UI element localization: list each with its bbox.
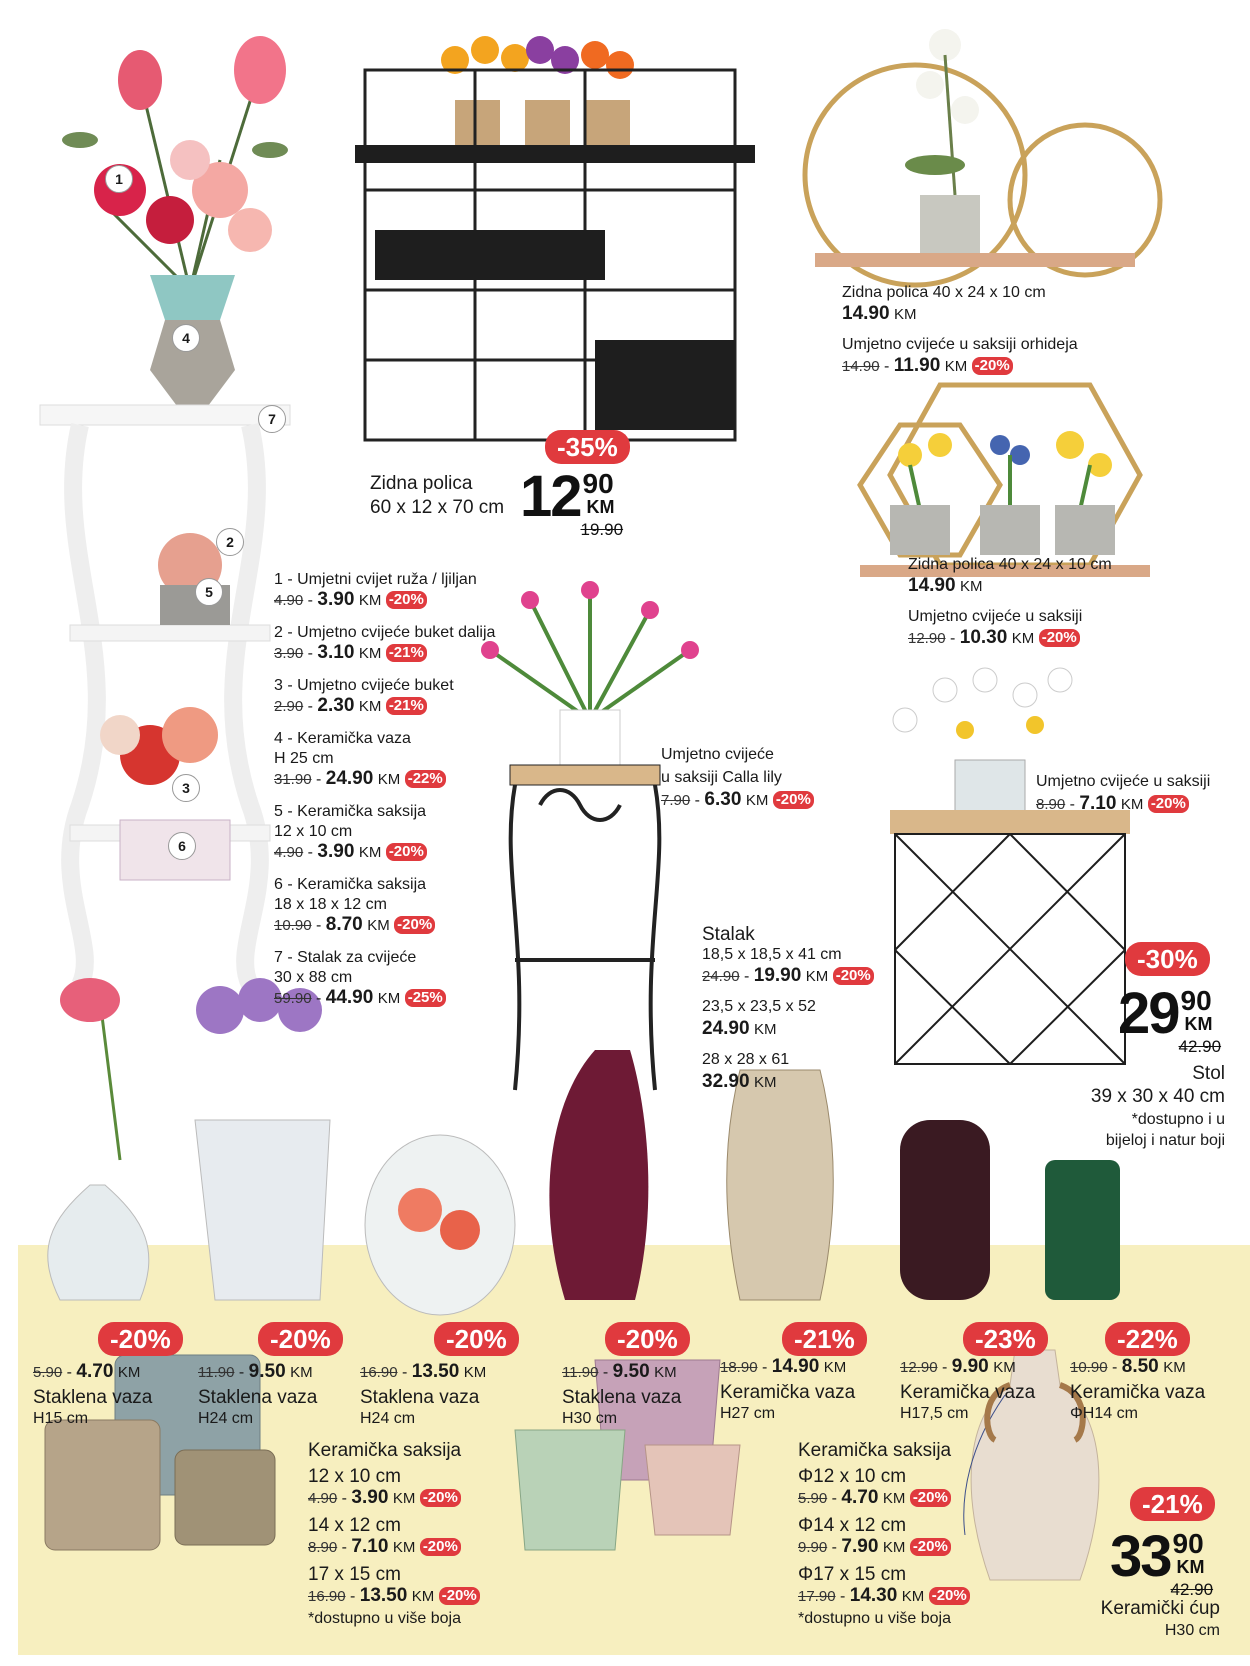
calla-old: 7.90 [661, 792, 691, 809]
product-list [274, 570, 494, 1009]
shelf-price-int: 12 [520, 464, 581, 529]
stalak-s3-dims: 28 x 28 x 61 [702, 1051, 790, 1068]
new-price: 9.50 [612, 1361, 650, 1382]
marker-2: 2 [216, 528, 244, 556]
discount-badge-table: -30% [1125, 942, 1210, 976]
old-price: 4.90 [274, 592, 304, 609]
list-item-price: 2.90 - 2.30 KM -21% [274, 696, 494, 717]
old-price: 59.90 [274, 990, 312, 1007]
pots-right-dims-1: Φ12 x 10 cm [798, 1466, 907, 1487]
calla-badge: -20% [773, 791, 814, 809]
table-price [1118, 981, 1222, 1056]
new-price: 4.70 [841, 1487, 879, 1508]
list-item-price: 10.90 - 8.70 KM -20% [274, 915, 494, 936]
daisy-badge: -20% [1148, 795, 1189, 813]
marker-1: 1 [105, 165, 133, 193]
daisy-title: Umjetno cvijeće u saksiji [1036, 773, 1211, 790]
old-price: 5.90 [798, 1490, 828, 1507]
list-item-2 [274, 623, 494, 664]
vase-size: H17,5 cm [900, 1405, 969, 1422]
old-price: 2.90 [274, 698, 304, 715]
badge: -20% [910, 1538, 951, 1556]
shelf-title: Zidna polica [370, 473, 473, 494]
stalak-s2-price [702, 1019, 777, 1040]
new-price: 3.90 [317, 589, 355, 610]
vase-badge-5: -21% [782, 1322, 867, 1356]
table-price-dec: 90 [1180, 985, 1212, 1016]
vase-caption-4: 11.90 - 9.50 KM Staklena vaza H30 cm [562, 1361, 682, 1427]
table-title: Stol [1192, 1063, 1225, 1084]
pots-left-dims-2: 14 x 12 cm [308, 1515, 401, 1536]
km: KM [358, 645, 382, 662]
list-item-dims: 18 x 18 x 12 cm [274, 896, 387, 913]
daisy-price: 8.90 - 7.10 KM -20% [1036, 794, 1189, 815]
badge: -25% [405, 989, 446, 1007]
vase-badge-6: -23% [963, 1322, 1048, 1356]
list-item-4 [274, 729, 494, 790]
vase-title: Keramička vaza [900, 1382, 1036, 1403]
badge: -20% [420, 1538, 461, 1556]
jug-price-int: 33 [1110, 1524, 1171, 1589]
vase-caption-2: 11.90 - 9.50 KM Staklena vaza H24 cm [198, 1361, 318, 1427]
jug-price [1110, 1524, 1214, 1599]
round-shelf-title: Zidna polica 40 x 24 x 10 cm [842, 284, 1046, 301]
vase-title: Keramička vaza [720, 1382, 856, 1403]
km: KM [823, 1359, 847, 1376]
km: KM [392, 1490, 416, 1507]
shelf-price-old: 19.90 [580, 520, 624, 539]
list-item-title: 2 - Umjetno cvijeće buket dalija [274, 624, 496, 641]
vase-size: H24 cm [360, 1410, 416, 1427]
calla-line2: u saksiji Calla lily [661, 769, 782, 786]
badge: -20% [386, 591, 427, 609]
vase-title: Staklena vaza [198, 1387, 318, 1408]
list-item-title: 4 - Keramička vaza [274, 730, 411, 747]
km: KM [367, 917, 390, 934]
new-price: 14.90 [771, 1356, 820, 1377]
shelf-dims: 60 x 12 x 70 cm [370, 497, 505, 518]
old-price: 16.90 [360, 1364, 398, 1381]
jug-price-km: KM [1176, 1557, 1205, 1577]
old-price: 5.90 [33, 1364, 63, 1381]
km: KM [377, 771, 401, 788]
new-price: 9.50 [248, 1361, 286, 1382]
new-price: 14.30 [849, 1585, 898, 1606]
list-item-title: 6 - Keramička saksija [274, 876, 427, 893]
list-item-price: 4.90 - 3.90 KM -20% [274, 590, 494, 611]
new-price: 2.30 [317, 695, 355, 716]
km: KM [882, 1539, 906, 1556]
new-price: 8.70 [325, 914, 363, 935]
shelf-price-km: KM [586, 497, 615, 517]
badge: -20% [394, 916, 435, 934]
marker-3: 3 [172, 774, 200, 802]
orchid-km: KM [944, 358, 968, 375]
pots-left-dims-3: 17 x 15 cm [308, 1564, 401, 1585]
stalak-s1-old: 24.90 [702, 968, 740, 985]
stalak-s3-km: KM [754, 1074, 777, 1091]
km: KM [358, 844, 382, 861]
badge: -20% [929, 1587, 970, 1605]
stalak-s1-badge: -20% [833, 967, 874, 985]
orchid-title: Umjetno cvijeće u saksiji orhideja [842, 336, 1078, 353]
flower-bouquet-icon [20, 20, 310, 440]
shelf-price [520, 464, 624, 539]
discount-badge-shelf: -35% [545, 430, 630, 464]
km: KM [290, 1364, 313, 1381]
shelf-price-dec: 90 [582, 468, 614, 499]
vase-caption-5: 18.90 - 14.90 KM Keramička vaza H27 cm [720, 1356, 856, 1422]
vase-title: Keramička vaza [1070, 1382, 1206, 1403]
km: KM [411, 1588, 435, 1605]
plant-stand-icon [40, 405, 290, 985]
km: KM [901, 1588, 925, 1605]
old-price: 9.90 [798, 1539, 828, 1556]
orchid-price: 14.90 - 11.90 KM -20% [842, 356, 1013, 377]
old-price: 17.90 [798, 1588, 836, 1605]
vase-size: ΦH14 cm [1070, 1405, 1138, 1422]
vase-icon [30, 980, 1210, 1300]
list-item-title: 7 - Stalak za cvijeće [274, 949, 417, 966]
orchid-new-price: 11.90 [893, 355, 941, 376]
km: KM [392, 1539, 416, 1556]
vase-size: H24 cm [198, 1410, 254, 1427]
pots-right-title: Keramička saksija [798, 1440, 952, 1461]
flowers-pot-badge: -20% [1039, 629, 1080, 647]
old-price: 31.90 [274, 771, 312, 788]
table-dims: 39 x 30 x 40 cm [1090, 1086, 1225, 1107]
marker-4: 4 [172, 324, 200, 352]
vase-title: Staklena vaza [360, 1387, 480, 1408]
list-item-6 [274, 875, 494, 936]
new-price: 3.90 [317, 841, 355, 862]
wall-shelf-icon [355, 20, 775, 450]
new-price: 9.90 [951, 1356, 989, 1377]
vase-title: Staklena vaza [562, 1387, 682, 1408]
km: KM [1163, 1359, 1186, 1376]
stalak-s3-price [702, 1072, 777, 1093]
list-item-5 [274, 802, 494, 863]
table-price-old: 42.90 [1178, 1037, 1222, 1056]
list-item-1 [274, 570, 494, 611]
pots-left-title: Keramička saksija [308, 1440, 462, 1461]
vase-badge-7: -22% [1105, 1322, 1190, 1356]
new-price: 24.90 [325, 768, 374, 789]
vase-caption-6: 12.90 - 9.90 KM Keramička vaza H17,5 cm [900, 1356, 1036, 1422]
wall-shelf-icon [805, 15, 1165, 295]
new-price: 3.10 [317, 642, 355, 663]
stalak-title: Stalak [702, 924, 755, 945]
list-item-3 [274, 676, 494, 717]
vase-badge-1: -20% [98, 1322, 183, 1356]
new-price: 44.90 [325, 987, 374, 1008]
stalak-s1-km: KM [805, 968, 829, 985]
discount-badge-jug: -21% [1130, 1487, 1215, 1521]
km: KM [358, 592, 382, 609]
flowers-pot-new: 10.30 [959, 627, 1008, 648]
calla-line1: Umjetno cvijeće [661, 746, 774, 763]
orchid-badge: -20% [972, 357, 1013, 375]
daisy-old: 8.90 [1036, 796, 1066, 813]
hex-shelf-price-value: 14.90 [908, 575, 956, 596]
pots-right-dims-3: Φ17 x 15 cm [798, 1564, 907, 1585]
old-price: 11.90 [562, 1364, 599, 1381]
vase-size: H15 cm [33, 1410, 89, 1427]
stalak-s2-new: 24.90 [702, 1018, 750, 1039]
new-price: 7.90 [841, 1536, 879, 1557]
stalak-s2-km: KM [754, 1021, 777, 1038]
stalak-s3-new: 32.90 [702, 1071, 750, 1092]
badge: -22% [405, 770, 446, 788]
jug-title: Keramički ćup [1100, 1598, 1220, 1619]
flowers-pot-price: 12.90 - 10.30 KM -20% [908, 628, 1080, 649]
pots-right-dims-2: Φ14 x 12 cm [798, 1515, 907, 1536]
list-item-title: 3 - Umjetno cvijeće buket [274, 677, 454, 694]
list-item-price: 4.90 - 3.90 KM -20% [274, 842, 494, 863]
stalak-s1-dims: 18,5 x 18,5 x 41 cm [702, 946, 842, 963]
pots-right-note: *dostupno u više boja [798, 1610, 951, 1627]
vase-badge-2: -20% [258, 1322, 343, 1356]
vase-badge-4: -20% [605, 1322, 690, 1356]
old-price: 3.90 [274, 645, 304, 662]
table-price-int: 29 [1118, 981, 1179, 1046]
km: KM [654, 1364, 677, 1381]
list-item-7 [274, 948, 494, 1009]
marker-5: 5 [195, 578, 223, 606]
list-item-dims: H 25 cm [274, 750, 334, 767]
list-item-dims: 30 x 88 cm [274, 969, 353, 986]
km: KM [358, 698, 382, 715]
old-price: 10.90 [1070, 1359, 1108, 1376]
calla-price: 7.90 - 6.30 KM -20% [661, 790, 814, 811]
km: KM [882, 1490, 906, 1507]
pots-left-block: Keramička saksija 12 x 10 cm 4.90 - 3.90 KM -20% 14 x 12 cm 8.90 - 7.10 KM -20% 17 x 15 cm 16.90 - 13.50 KM -20% *dostupno u više boja [308, 1440, 480, 1629]
badge: -20% [386, 843, 427, 861]
daisy-km: KM [1120, 796, 1144, 813]
daisy-new: 7.10 [1079, 793, 1117, 814]
marker-7: 7 [258, 405, 286, 433]
hex-shelf-km: KM [960, 578, 983, 595]
table-note2: bijeloj i natur boji [1105, 1132, 1225, 1149]
badge: -21% [386, 644, 427, 662]
round-shelf-price-value: 14.90 [842, 303, 890, 324]
km: KM [993, 1359, 1016, 1376]
list-item-price: 31.90 - 24.90 KM -22% [274, 769, 494, 790]
vase-caption-7: 10.90 - 8.50 KM Keramička vaza ΦH14 cm [1070, 1356, 1206, 1422]
flowers-pot-title: Umjetno cvijeće u saksiji [908, 608, 1083, 625]
hex-shelf-price [908, 576, 983, 597]
list-item-price: 59.90 - 44.90 KM -25% [274, 988, 494, 1009]
badge: -20% [439, 1587, 480, 1605]
vase-badge-3: -20% [434, 1322, 519, 1356]
list-item-title: 5 - Keramička saksija [274, 803, 427, 820]
badge: -21% [386, 697, 427, 715]
vase-title: Staklena vaza [33, 1387, 153, 1408]
stalak-s2-dims: 23,5 x 23,5 x 52 [702, 998, 816, 1015]
round-shelf-km: KM [894, 306, 917, 323]
table-note1: *dostupno i u [1131, 1111, 1225, 1128]
flowers-pot-km: KM [1011, 630, 1035, 647]
marker-6: 6 [168, 832, 196, 860]
flowers-pot-old: 12.90 [908, 630, 946, 647]
orchid-old-price: 14.90 [842, 358, 880, 375]
list-item-price: 3.90 - 3.10 KM -21% [274, 643, 494, 664]
vase-caption-3: 16.90 - 13.50 KM Staklena vaza H24 cm [360, 1361, 487, 1427]
stalak-s1-price: 24.90 - 19.90 KM -20% [702, 966, 874, 987]
new-price: 13.50 [359, 1585, 408, 1606]
old-price: 4.90 [308, 1490, 338, 1507]
km: KM [377, 990, 401, 1007]
table-price-km: KM [1184, 1014, 1213, 1034]
old-price: 10.90 [274, 917, 312, 934]
km: KM [117, 1364, 141, 1381]
list-item-title: 1 - Umjetni cvijet ruža / ljiljan [274, 571, 477, 588]
round-shelf-price [842, 304, 917, 325]
new-price: 7.10 [351, 1536, 389, 1557]
new-price: 4.70 [76, 1361, 114, 1382]
vase-size: H30 cm [562, 1410, 618, 1427]
old-price: 4.90 [274, 844, 304, 861]
old-price: 8.90 [308, 1539, 338, 1556]
old-price: 16.90 [308, 1588, 346, 1605]
jug-price-old: 42.90 [1170, 1580, 1214, 1599]
list-item-dims: 12 x 10 cm [274, 823, 353, 840]
pots-left-note: *dostupno u više boja [308, 1610, 461, 1627]
old-price: 11.90 [198, 1364, 235, 1381]
old-price: 18.90 [720, 1359, 758, 1376]
pots-left-dims-1: 12 x 10 cm [308, 1466, 401, 1487]
new-price: 13.50 [411, 1361, 460, 1382]
calla-new: 6.30 [704, 789, 742, 810]
vase-size: H27 cm [720, 1405, 776, 1422]
hex-shelf-title: Zidna polica 40 x 24 x 10 cm [908, 556, 1112, 573]
jug-size: H30 cm [1164, 1622, 1220, 1639]
badge: -20% [910, 1489, 951, 1507]
km: KM [463, 1364, 487, 1381]
jug-price-dec: 90 [1172, 1528, 1204, 1559]
calla-km: KM [745, 792, 769, 809]
old-price: 12.90 [900, 1359, 938, 1376]
new-price: 3.90 [351, 1487, 389, 1508]
stalak-s1-new: 19.90 [753, 965, 802, 986]
badge: -20% [420, 1489, 461, 1507]
vase-caption-1: 5.90 - 4.70 KM Staklena vaza H15 cm [33, 1361, 153, 1427]
new-price: 8.50 [1121, 1356, 1159, 1377]
pots-right-block: Keramička saksija Φ12 x 10 cm 5.90 - 4.70 KM -20% Φ14 x 12 cm 9.90 - 7.90 KM -20% Φ17 x 15 cm 17.90 - 14.30 KM -20% *dostupno u više boja [798, 1440, 970, 1629]
